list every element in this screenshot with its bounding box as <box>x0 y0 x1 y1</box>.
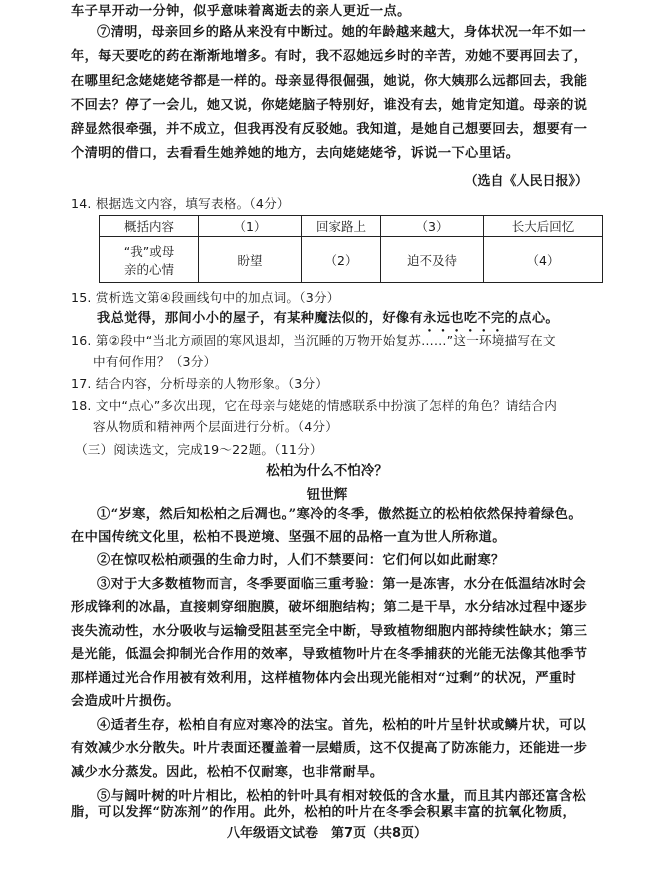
question-18-line: 18. 文中“点心”多次出现，它在母亲与姥姥的情感联系中扮演了怎样的角色？请结合内 <box>71 398 558 413</box>
passage-a-line: 年，每天要吃的药在渐渐地增多。有时，我不忍她远乡时的辛苦，劝她不要再回去了， <box>71 49 588 64</box>
passage-b-line: 减少水分蒸发。因此，松柏不仅耐寒，也非常耐旱。 <box>71 765 384 780</box>
question-14: 14. 根据选文内容，填写表格。（4分） <box>71 196 290 211</box>
row-label-line: “我”或母 <box>123 243 175 259</box>
question-17: 17. 结合内容，分析母亲的人物形象。（3分） <box>71 376 329 391</box>
passage-b-line: ①“岁寒，然后知松柏之后凋也。”寒冷的冬季，傲然挺立的松柏依然保持着绿色。 <box>97 507 582 522</box>
passage-b-title: 松柏为什么不怕冷？ <box>266 463 388 479</box>
dotted-words: 永远也吃不完 <box>423 311 505 326</box>
table-cell: （3） <box>381 216 484 237</box>
passage-b-line: ③对于大多数植物而言，冬季要面临三重考验：第一是冻害，水分在低温结冰时会 <box>97 577 587 592</box>
question-15: 15. 赏析选文第④段画线句中的加点词。（3分） <box>71 290 340 305</box>
table-header-row <box>100 216 603 237</box>
passage-b-line: 在中国传统文化里，松柏不畏逆境、坚强不屈的品格一直为世人所称道。 <box>71 530 506 545</box>
passage-a-line: 个清明的借口，去看看生她养她的地方，去向姥姥姥爷，诉说一下心里话。 <box>71 146 520 161</box>
passage-a-line: 不回去？停了一会儿，她又说，你姥姥脑子特别好，谁没有去，她肯定知道。母亲的说 <box>71 98 588 113</box>
table-cell: （4） <box>484 237 603 283</box>
table-cell: （2） <box>302 237 381 283</box>
passage-a-line: 在哪里纪念姥姥姥爷都是一样的。母亲显得很倔强，她说，你大姨那么远都回去，我能 <box>71 74 588 89</box>
passage-b-line: 那样通过光合作用被有效利用，这样植物体内会出现光能相对“过剩”的状况，严重时 <box>71 671 577 686</box>
table-cell: 盼望 <box>199 237 302 283</box>
passage-b-line: ④适者生存，松柏自有应对寒冷的法宝。首先，松柏的叶片呈针状或鳞片状，可以 <box>97 718 587 733</box>
table-row-label <box>100 237 199 283</box>
passage-b-line: 丧失流动性，水分吸收与运输受阻甚至完全中断，导致植物细胞内部持续性缺水；第三 <box>71 624 588 639</box>
table-cell: 回家路上 <box>302 216 381 237</box>
passage-a-line: ⑦清明，母亲回乡的路从来没有中断过。她的年龄越来越大，身体状况一年不如一 <box>97 25 587 40</box>
passage-b-line: ⑤与阔叶树的叶片相比，松柏的针叶具有相对较低的含水量，而且其内部还富含松 <box>97 789 587 804</box>
quote-text: 我总觉得，那间小小的屋子，有某种魔法似的，好像有 <box>97 311 424 326</box>
quote-text: 的点心。 <box>504 311 559 326</box>
answer-table <box>99 215 603 283</box>
passage-b-line: ②在惊叹松柏顽强的生命力时，人们不禁要问：它们何以如此耐寒？ <box>97 553 505 568</box>
passage-a-source: （选自《人民日报》） <box>464 174 588 189</box>
passage-b-author: 钮世辉 <box>306 487 348 503</box>
passage-b-line: 有效减少水分散失。叶片表面还覆盖着一层蜡质，这不仅提高了防冻能力，还能进一步 <box>71 741 588 756</box>
question-16-line: 16. 第②段中“当北方顽固的寒风退却，当沉睡的万物开始复苏……”这一环境描写在文 <box>71 333 556 348</box>
table-row <box>100 237 603 283</box>
table-cell: 概括内容 <box>100 216 199 237</box>
passage-b-line: 脂，可以发挥“防冻剂”的作用。此外，松柏的叶片在冬季会积累丰富的抗氧化物质， <box>71 805 577 820</box>
table-cell: 迫不及待 <box>381 237 484 283</box>
row-label-line: 亲的心情 <box>123 261 174 277</box>
section-heading: （三）阅读选文，完成19～22题。（11分） <box>75 442 323 457</box>
table-cell: 长大后回忆 <box>484 216 603 237</box>
passage-b-line: 是光能，低温会抑制光合作用的效率，导致植物叶片在冬季捕获的光能无法像其他季节 <box>71 647 588 662</box>
table-cell: （1） <box>199 216 302 237</box>
passage-a-line: 辞显然很牵强，并不成立，但我再没有反驳她。我知道，是她自己想要回去，想要有一 <box>71 122 588 137</box>
passage-b-line: 会造成叶片损伤。 <box>71 694 180 709</box>
question-16-line: 中有何作用？（3分） <box>93 354 217 369</box>
question-18-line: 容从物质和精神两个层面进行分析。（4分） <box>93 419 338 434</box>
page-footer: 八年级语文试卷 第7页（共8页） <box>226 826 428 841</box>
passage-b-line: 形成锋利的冰晶，直接刺穿细胞膜，破坏细胞结构；第二是干旱，水分结冰过程中逐步 <box>71 600 588 615</box>
passage-a-line: 车子早开动一分钟，似乎意味着离逝去的亲人更近一点。 <box>71 4 411 19</box>
